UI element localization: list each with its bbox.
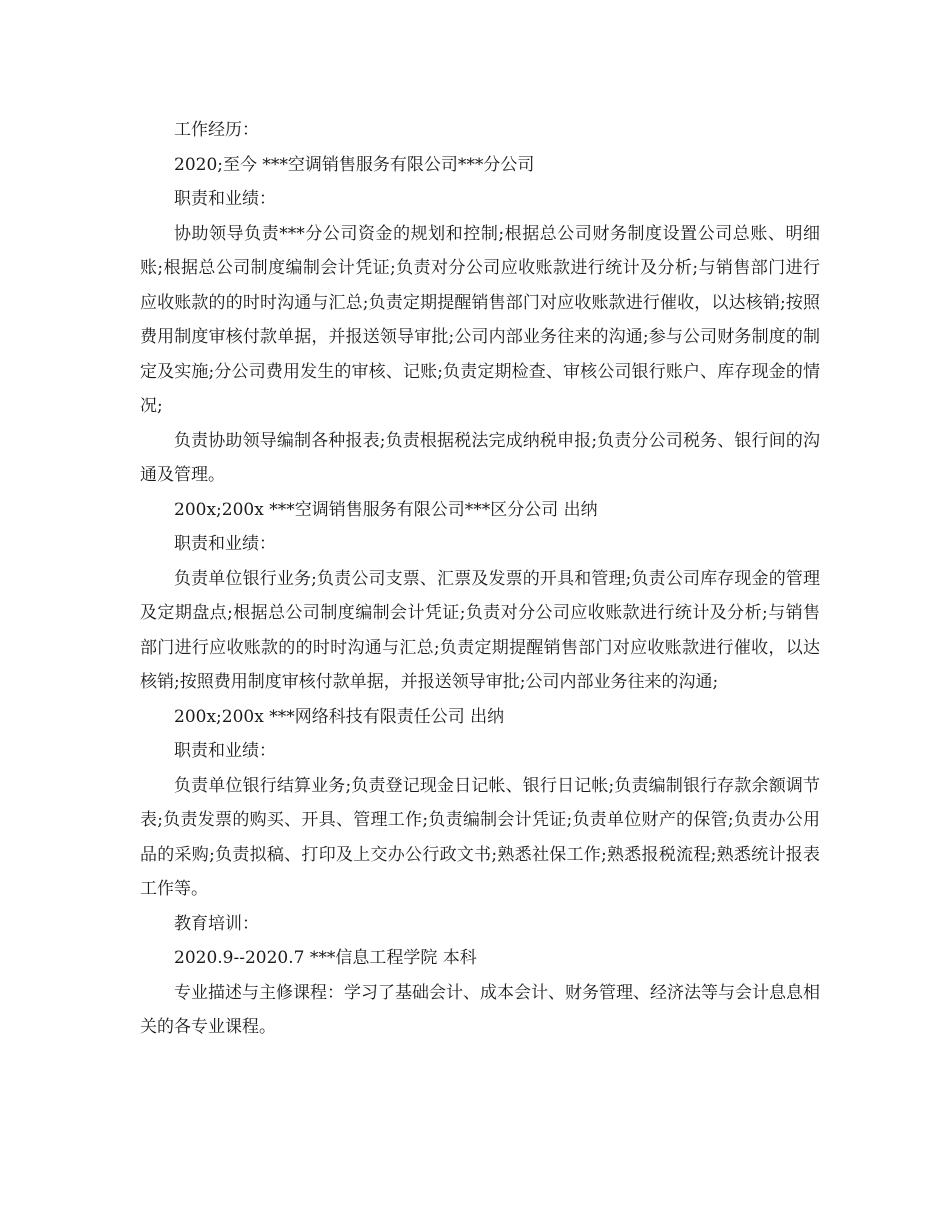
- job2-duties-paragraph-1: 负责单位银行业务;负责公司支票、汇票及发票的开具和管理;负责公司库存现金的管理及定期盘点;根据总公司制度编制会计凭证;负责对分公司应收账款进行统计及分析;与销售部门进行应收账款的的时时沟通与汇总;负责定期提醒销售部门对应收账款进行催收，以达核销;按照费用制度审核付款单据，并报送领导审批;公司内部业务往来的沟通;: [140, 568, 820, 692]
- job1-title: 2020;至今 ***空调销售服务有限公司***分公司: [174, 154, 535, 175]
- education-heading: 教育培训：: [174, 913, 259, 934]
- job2-title: 200x;200x ***空调销售服务有限公司***区分公司 出纳: [174, 499, 598, 520]
- education-title: 2020.9--2020.7 ***信息工程学院 本科: [174, 948, 477, 968]
- job2-duties-heading: 职责和业绩：: [174, 534, 276, 554]
- education-paragraph-1: 专业描述与主修课程：学习了基础会计、成本会计、财务管理、经济法等与会计息息相关的各专业课程。: [140, 982, 820, 1037]
- job3-title: 200x;200x ***网络科技有限责任公司 出纳: [174, 706, 505, 727]
- job3-duties-heading: 职责和业绩：: [174, 741, 276, 761]
- document-body: [140, 113, 820, 1045]
- job1-duties-paragraph-1: 协助领导负责***分公司资金的规划和控制;根据总公司财务制度设置公司总账、明细账;根据总公司制度编制会计凭证;负责对分公司应收账款进行统计及分析;与销售部门进行应收账款的的时时沟通与汇总;负责定期提醒销售部门对应收账款进行催收，以达核销;按照费用制度审核付款单据，并报送领导审批;公司内部业务往来的沟通;参与公司财务制度的制定及实施;分公司费用发生的审核、记账;负责定期检查、审核公司银行账户、库存现金的情况;: [140, 223, 820, 416]
- work-experience-heading: 工作经历：: [174, 120, 259, 140]
- job1-duties-heading: 职责和业绩：: [174, 189, 276, 209]
- job3-duties-paragraph-1: 负责单位银行结算业务;负责登记现金日记帐、银行日记帐;负责编制银行存款余额调节表;负责发票的购买、开具、管理工作;负责编制会计凭证;负责单位财产的保管;负责办公用品的采购;负责拟稿、打印及上交办公行政文书;熟悉社保工作;熟悉报税流程;熟悉统计报表工作等。: [140, 775, 820, 899]
- job1-duties-paragraph-2: 负责协助领导编制各种报表;负责根据税法完成纳税申报;负责分公司税务、银行间的沟通及管理。: [140, 430, 820, 485]
